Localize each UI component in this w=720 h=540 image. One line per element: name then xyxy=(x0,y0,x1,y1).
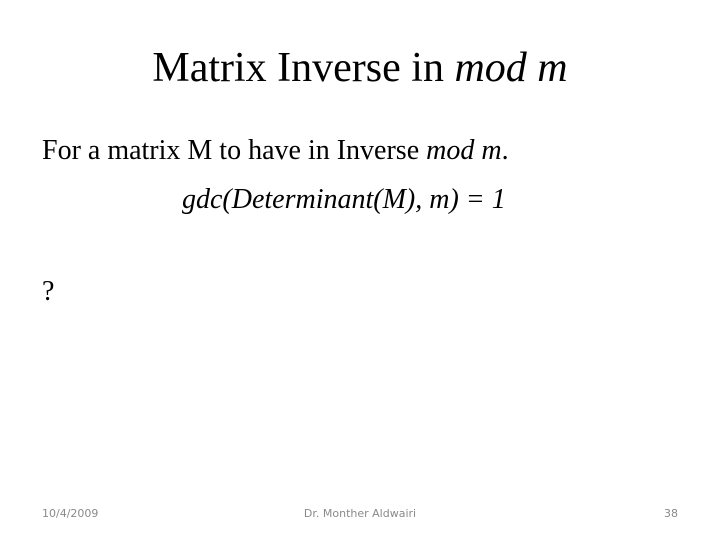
footer-author: Dr. Monther Aldwairi xyxy=(303,507,417,520)
body-line-1-text: For a matrix M to have in Inverse xyxy=(42,135,427,166)
title-text: Matrix Inverse in xyxy=(152,45,455,91)
footer-date: 10/4/2009 xyxy=(42,507,99,520)
body-line-1-italic: mod m xyxy=(426,135,502,166)
body-line-1-suffix: . xyxy=(501,135,509,166)
footer-page-number: 38 xyxy=(664,507,678,520)
slide-title xyxy=(0,42,720,94)
body-line-1 xyxy=(42,133,509,169)
body-question: ? xyxy=(42,276,55,307)
title-italic-text: mod m xyxy=(454,45,568,91)
body-line-2-formula: gdc(Determinant(M), m) = 1 xyxy=(182,184,506,215)
